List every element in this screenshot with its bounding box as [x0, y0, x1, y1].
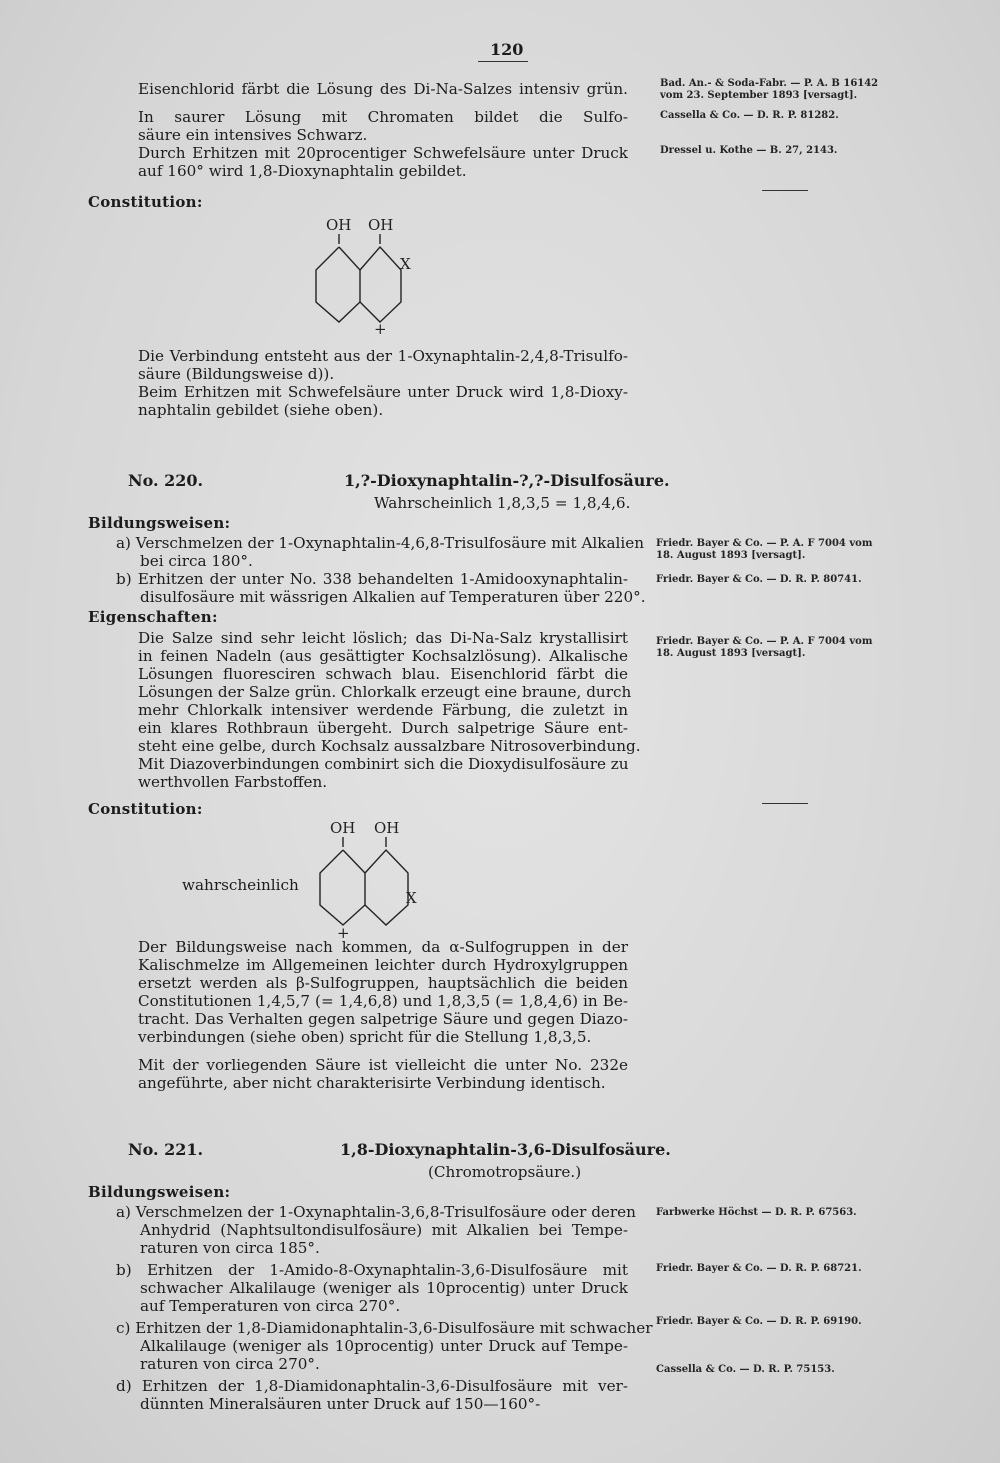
- sidenote-220-1: Friedr. Bayer & Co. — P. A. F 7004 vom: [656, 538, 873, 549]
- top-paragraph-2-line-1: In saurer Lösung mit Chromaten bildet die Sulfo-: [138, 108, 628, 126]
- entry-221-bildung-label: Bildungsweisen:: [88, 1183, 231, 1201]
- entry-221-number: No. 221.: [128, 1140, 204, 1159]
- page-number: 120: [490, 40, 524, 59]
- entry-220-discussion-line: verbindungen (siehe oben) spricht für die Stellung 1,8,3,5.: [138, 1028, 592, 1046]
- entry-220-eigen-line: werthvollen Farbstoffen.: [138, 773, 328, 791]
- entry-220-discussion-line: Constitutionen 1,4,5,7 (= 1,4,6,8) und 1,8,3,5 (= 1,8,4,6) in Be-: [138, 992, 628, 1010]
- entry-221-subtitle: (Chromotropsäure.): [428, 1163, 582, 1181]
- top-paragraph-4-line-4: naphtalin gebildet (siehe oben).: [138, 401, 384, 419]
- entry-221-items: [116, 1203, 653, 1413]
- naphthalene-formula-220: [300, 815, 440, 940]
- formula-220-oh-2: OH: [374, 819, 400, 837]
- entry-220-bildung-label: Bildungsweisen:: [88, 514, 231, 532]
- entry-221-item-c-line: raturen von circa 270°.: [140, 1355, 320, 1373]
- sidenote-divider-220: [762, 803, 808, 804]
- sidenote-divider-top: [762, 190, 808, 191]
- formula-220-oh-1: OH: [330, 819, 356, 837]
- formula-220-plus: +: [337, 924, 350, 940]
- entry-220-item-a-line-1: a) Verschmelzen der 1-Oxynaphtalin-4,6,8-Trisulfosäure mit Alkalien: [116, 534, 645, 552]
- entry-220-number: No. 220.: [128, 471, 204, 490]
- entry-221-item-a-line: Anhydrid (Naphtsultondisulfosäure) mit Alkalien bei Tempe-: [140, 1221, 628, 1239]
- entry-221-item-c-line: c) Erhitzen der 1,8-Diamidonaphtalin-3,6-Disulfosäure mit schwacher: [116, 1319, 653, 1337]
- formula-220-x: X: [406, 889, 417, 907]
- entry-220-eigen-line: steht eine gelbe, durch Kochsalz aussalzbare Nitrosoverbindung.: [138, 737, 641, 755]
- entry-220-eigen-line: mehr Chlorkalk intensiver werdende Färbung, die zuletzt in: [138, 701, 628, 719]
- entry-220-eigen-line: Lösungen der Salze grün. Chlorkalk erzeugt eine braune, durch: [138, 683, 632, 701]
- entry-221-item-a-line: a) Verschmelzen der 1-Oxynaphtalin-3,6,8-Trisulfosäure oder deren: [116, 1203, 636, 1221]
- sidenote-top-1: Bad. An.- & Soda-Fabr. — P. A. B 16142: [660, 78, 879, 89]
- entry-220-item-a-line-2: bei circa 180°.: [140, 552, 253, 570]
- page-number-rule: [478, 61, 528, 62]
- entry-220-wahrscheinlich: wahrscheinlich: [182, 876, 299, 894]
- constitution-label-top: Constitution:: [88, 193, 203, 211]
- sidenote-221-4: Cassella & Co. — D. R. P. 75153.: [656, 1364, 835, 1375]
- entry-220-discussion-line: Der Bildungsweise nach kommen, da α-Sulfogruppen in der: [138, 938, 628, 956]
- entry-220-eigen-line: in feinen Nadeln (aus gesättigter Kochsalzlösung). Alkalische: [138, 647, 628, 665]
- sidenote-220-2: 18. August 1893 [versagt].: [656, 550, 806, 561]
- entry-220-eigen-label: Eigenschaften:: [88, 608, 218, 626]
- entry-220-discussion-line: Kalischmelze im Allgemeinen leichter durch Hydroxylgruppen: [138, 956, 628, 974]
- entry-221-item-b-line: auf Temperaturen von circa 270°.: [140, 1297, 401, 1315]
- formula-plus: +: [374, 320, 387, 337]
- entry-220-items: [116, 534, 646, 606]
- entry-220-constitution-label: Constitution:: [88, 800, 203, 818]
- entry-221-title: 1,8-Dioxynaphtalin-3,6-Disulfosäure.: [340, 1140, 671, 1159]
- sidenote-221-2: Friedr. Bayer & Co. — D. R. P. 68721.: [656, 1263, 862, 1274]
- entry-221-item-b-line: b) Erhitzen der 1-Amido-8-Oxynaphtalin-3,6-Disulfosäure mit: [116, 1261, 628, 1279]
- top-paragraph-3-line-1: Durch Erhitzen mit 20procentiger Schwefelsäure unter Druck: [138, 144, 628, 162]
- top-paragraph-2-line-2: säure ein intensives Schwarz.: [138, 126, 368, 144]
- sidenote-top-4: Dressel u. Kothe — B. 27, 2143.: [660, 145, 838, 156]
- entry-220-eigen-line: Mit Diazoverbindungen combinirt sich die Dioxydisulfosäure zu: [138, 755, 629, 773]
- sidenote-221-3: Friedr. Bayer & Co. — D. R. P. 69190.: [656, 1316, 862, 1327]
- entry-220-discussion-line: ersetzt werden als β-Sulfogruppen, hauptsächlich die beiden: [138, 974, 628, 992]
- entry-220-subtitle: Wahrscheinlich 1,8,3,5 = 1,8,4,6.: [374, 494, 631, 512]
- entry-220-item-b-line-2: disulfosäure mit wässrigen Alkalien auf Temperaturen über 220°.: [140, 588, 646, 606]
- top-paragraph-3-line-2: auf 160° wird 1,8-Dioxynaphtalin gebildet.: [138, 162, 467, 180]
- sidenote-221-1: Farbwerke Höchst — D. R. P. 67563.: [656, 1207, 857, 1218]
- entry-221-item-c-line: Alkalilauge (weniger als 10procentig) unter Druck auf Tempe-: [140, 1337, 628, 1355]
- entry-221-item-b-line: schwacher Alkalilauge (weniger als 10procentig) unter Druck: [140, 1279, 628, 1297]
- entry-220-closing-line-2: angeführte, aber nicht charakterisirte Verbindung identisch.: [138, 1074, 606, 1092]
- entry-221-item-d-line: dünnten Mineralsäuren unter Druck auf 150—160°-: [140, 1395, 541, 1413]
- entry-220-eigen-line: Lösungen fluoresciren schwach blau. Eisenchlorid färbt die: [138, 665, 628, 683]
- naphthalene-formula-top: [300, 212, 420, 337]
- sidenote-top-2: vom 23. September 1893 [versagt].: [660, 90, 858, 101]
- top-paragraph-4-line-2: säure (Bildungsweise d)).: [138, 365, 335, 383]
- formula-x: X: [400, 255, 411, 273]
- entry-220-discussion: [138, 938, 628, 1092]
- entry-220-eigen-line: Die Salze sind sehr leicht löslich; das Di-Na-Salz krystallisirt: [138, 629, 628, 647]
- top-paragraph-4-line-1: Die Verbindung entsteht aus der 1-Oxynaphtalin-2,4,8-Trisulfo-: [138, 347, 628, 365]
- entry-221-item-a-line: raturen von circa 185°.: [140, 1239, 320, 1257]
- top-paragraph-4-line-3: Beim Erhitzen mit Schwefelsäure unter Druck wird 1,8-Dioxy-: [138, 383, 628, 401]
- sidenote-220-3: Friedr. Bayer & Co. — D. R. P. 80741.: [656, 574, 862, 585]
- entry-220-title: 1,?-Dioxynaphtalin-?,?-Disulfosäure.: [344, 471, 670, 490]
- sidenote-220-4: Friedr. Bayer & Co. — P. A. F 7004 vom: [656, 636, 873, 647]
- formula-oh-1: OH: [326, 216, 352, 234]
- entry-220-eigen-line: ein klares Rothbraun übergeht. Durch salpetrige Säure ent-: [138, 719, 628, 737]
- entry-221-item-d-line: d) Erhitzen der 1,8-Diamidonaphtalin-3,6-Disulfosäure mit ver-: [116, 1377, 628, 1395]
- top-section: [138, 80, 628, 180]
- entry-220-closing-line-1: Mit der vorliegenden Säure ist vielleicht die unter No. 232e: [138, 1056, 628, 1074]
- entry-220-item-b-line-1: b) Erhitzen der unter No. 338 behandelten 1-Amidooxynaphtalin-: [116, 570, 628, 588]
- top-paragraph-1: Eisenchlorid färbt die Lösung des Di-Na-Salzes intensiv grün.: [138, 80, 628, 98]
- entry-220-properties: [138, 629, 641, 791]
- formula-oh-2: OH: [368, 216, 394, 234]
- entry-220-discussion-line: tracht. Das Verhalten gegen salpetrige Säure und gegen Diazo-: [138, 1010, 628, 1028]
- top-paragraph-4: [138, 347, 628, 419]
- sidenote-top-3: Cassella & Co. — D. R. P. 81282.: [660, 110, 839, 121]
- sidenote-220-5: 18. August 1893 [versagt].: [656, 648, 806, 659]
